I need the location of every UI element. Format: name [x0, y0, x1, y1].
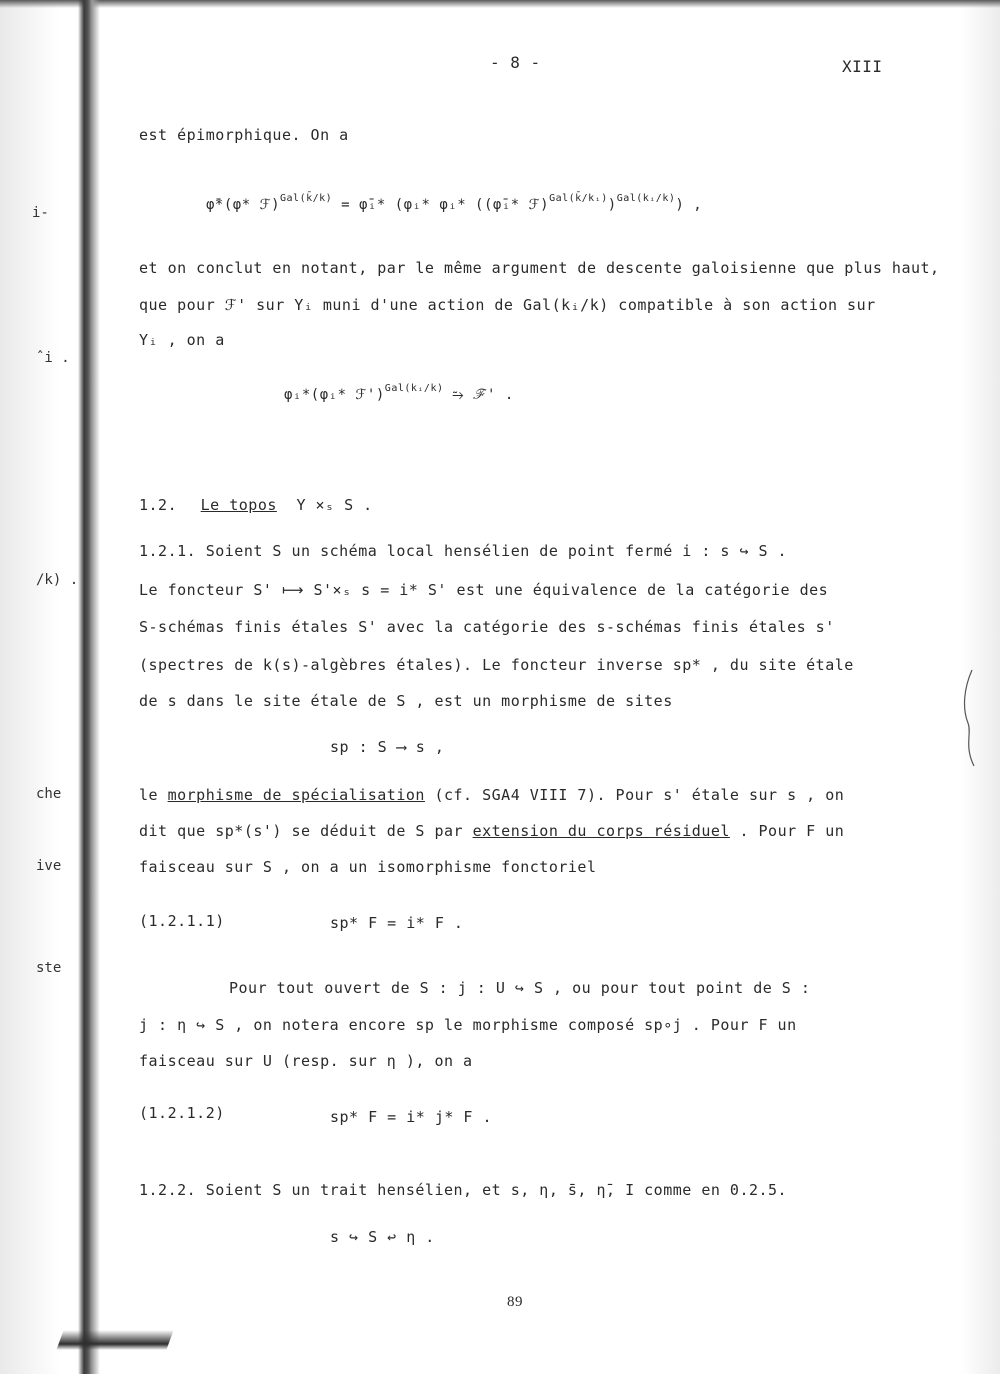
equation-4: sp* F = i* F . [330, 914, 464, 932]
margin-note: i- [32, 205, 49, 221]
margin-note: che [36, 786, 62, 802]
eq1-lhs: φ̄*(φ* ℱ) [206, 197, 281, 213]
eq1-sup: Gal(k̄/k) [280, 193, 333, 204]
equation-1 [206, 193, 702, 213]
text-line: et on conclut en notant, par le même argument de descente galoisienne que plus haut, [139, 259, 940, 277]
eq1-sup2: Gal(k̄/kᵢ) [549, 193, 608, 204]
equation-5: sp* F = i* j* F . [330, 1108, 493, 1126]
margin-note: /k) . [36, 572, 79, 588]
text-line [139, 822, 844, 840]
text-line: (spectres de k(s)-algèbres étales). Le foncteur inverse sp* , du site étale [139, 656, 854, 674]
text-span: dit que sp*(s') se déduit de S par [139, 822, 473, 840]
section-heading [139, 496, 373, 514]
text-line [139, 786, 844, 804]
text-span: . Pour F un [729, 822, 845, 840]
text-line: de s dans le site étale de S , est un morphisme de sites [139, 692, 673, 710]
margin-note: ˆi . [36, 350, 70, 366]
equation-3: sp : S ⟶ s , [330, 738, 445, 756]
text-line: Pour tout ouvert de S : j : U ↪ S , ou pour tout point de S : [229, 979, 811, 997]
term-underlined: extension du corps résiduel [472, 822, 730, 840]
section-label: XIII [842, 57, 883, 76]
term-underlined: morphisme de spécialisation [167, 786, 425, 804]
text-span: le [139, 786, 168, 804]
equation-label: (1.2.1.2) [139, 1104, 225, 1122]
text-line: Le foncteur S' ⟼ S'×ₛ s = i* S' est une équivalence de la catégorie des [139, 581, 829, 599]
section-title-formula: Y ×ₛ S . [296, 496, 373, 514]
text-line: 1.2.1. Soient S un schéma local hensélien de point fermé i : s ↪ S . [139, 542, 788, 560]
text-line: Yᵢ , on a [139, 331, 225, 349]
text-line: faisceau sur U (resp. sur η ), on a [139, 1052, 473, 1070]
binding-shadow [78, 0, 100, 1374]
text-line: faisceau sur S , on a un isomorphisme fonctoriel [139, 858, 597, 876]
equation-6: s ↪ S ↩ η . [330, 1228, 435, 1246]
eq1-end: ) , [675, 197, 703, 213]
handwritten-bracket-mark [958, 668, 976, 768]
text-line: est épimorphique. On a [139, 126, 349, 144]
binding-foot-shadow [56, 1330, 173, 1350]
text-line: que pour ℱ' sur Yᵢ muni d'une action de Gal(kᵢ/k) compatible à son action sur [139, 296, 876, 314]
page-marker: - 8 - [490, 53, 541, 72]
text-line: S-schémas finis étales S' avec la catégorie des s-schémas finis étales s' [139, 618, 835, 636]
text-line: j : η ↪ S , on notera encore sp le morphisme composé sp∘j . Pour F un [139, 1016, 797, 1034]
section-title: Le topos [200, 496, 277, 514]
eq1-mid2: ) [607, 197, 617, 213]
equation-2 [284, 383, 514, 403]
equation-label: (1.2.1.1) [139, 912, 225, 930]
eq2-sup: Gal(kᵢ/k) [384, 383, 444, 394]
eq2-end: ⥲ ℱ' . [443, 387, 514, 403]
eq1-mid: = φ̄ᵢ* (φᵢ* φᵢ* ((φ̄ᵢ* ℱ) [332, 197, 550, 213]
margin-note: ive [36, 858, 62, 874]
scan-top-shadow [0, 0, 1000, 8]
eq1-sup3: Gal(kᵢ/k) [616, 193, 676, 204]
text-span: (cf. SGA4 VIII 7). Pour s' étale sur s , on [424, 786, 845, 804]
eq2-lhs: φᵢ*(φᵢ* ℱ') [284, 387, 385, 403]
text-line: 1.2.2. Soient S un trait hensélien, et s, η, s̄, η̄, I comme en 0.2.5. [139, 1181, 788, 1199]
page-number: 89 [507, 1294, 523, 1310]
margin-note: ste [36, 960, 62, 976]
section-number: 1.2. [139, 496, 178, 514]
